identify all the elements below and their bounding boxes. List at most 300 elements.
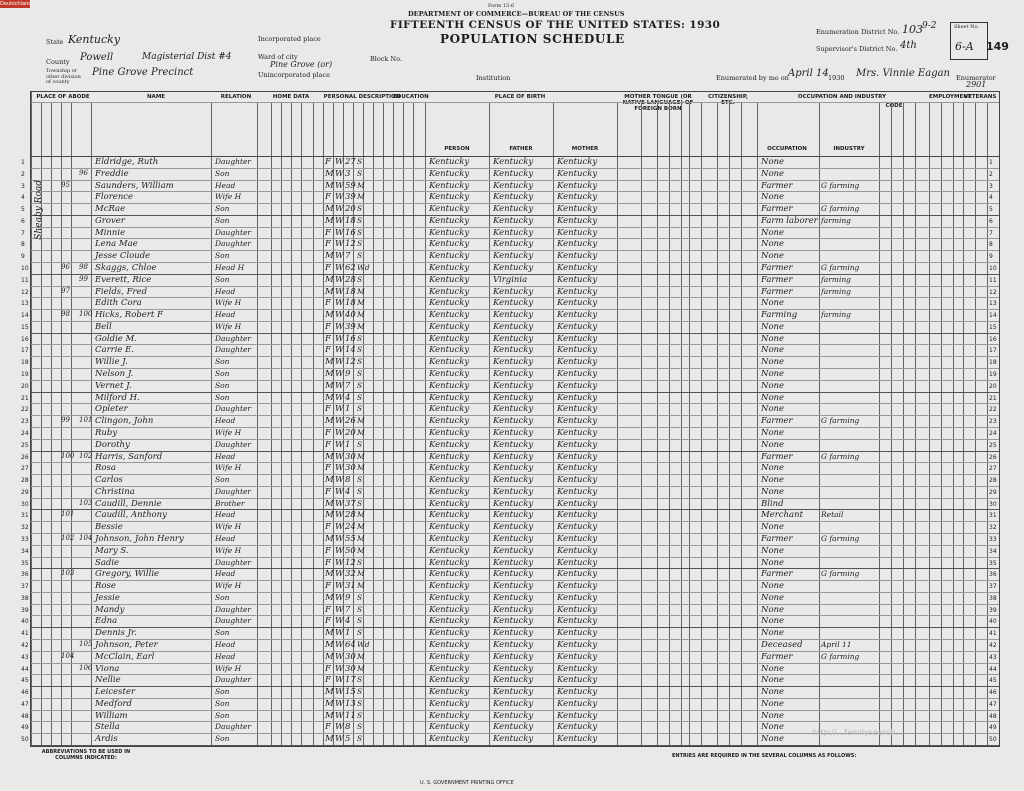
ward-label: Ward of city	[258, 53, 298, 61]
father-birthplace: Kentucky	[493, 251, 534, 262]
sheet-value: 6-A	[955, 40, 974, 53]
relation: Wife H	[215, 522, 242, 532]
marital-status: S	[357, 239, 363, 249]
birthplace: Kentucky	[429, 416, 470, 427]
line-number: 21	[21, 394, 29, 402]
line-number: 40	[21, 618, 29, 626]
grid-vline	[373, 102, 374, 746]
subhead-father: FATHER	[509, 146, 533, 152]
age: 30	[345, 451, 356, 462]
occupation: None	[761, 687, 785, 698]
group-education: EDUCATION	[393, 94, 429, 100]
mother-birthplace: Kentucky	[557, 439, 598, 450]
age: 5	[345, 734, 351, 745]
line-number-right: 6	[989, 217, 993, 225]
relation: Son	[215, 687, 230, 697]
person-name: Dorothy	[95, 439, 130, 450]
occupation: None	[761, 251, 785, 262]
occupation: Farmer	[761, 274, 793, 285]
father-birthplace: Kentucky	[493, 345, 534, 356]
birthplace: Kentucky	[429, 439, 470, 450]
mother-birthplace: Kentucky	[557, 274, 598, 285]
occupation: None	[761, 298, 785, 309]
mother-birthplace: Kentucky	[557, 215, 598, 226]
line-number-right: 35	[989, 559, 997, 567]
mother-birthplace: Kentucky	[557, 380, 598, 391]
line-number: 39	[21, 606, 29, 614]
age: 20	[345, 427, 356, 438]
line-number-right: 2	[989, 170, 993, 178]
race: W	[335, 239, 344, 250]
race: W	[335, 404, 344, 415]
relation: Daughter	[215, 439, 251, 449]
sex: M	[325, 251, 334, 262]
grid-vline	[987, 102, 988, 746]
mother-birthplace: Kentucky	[557, 392, 598, 403]
mother-birthplace: Kentucky	[557, 310, 598, 321]
line-number: 16	[21, 335, 29, 343]
sex: M	[325, 392, 334, 403]
person-name: McRae	[95, 204, 126, 215]
grid-vline	[323, 102, 324, 746]
line-number-right: 44	[989, 665, 997, 673]
occupation: None	[761, 592, 785, 603]
relation: Son	[215, 698, 230, 708]
race: W	[335, 698, 344, 709]
occupation: None	[761, 463, 785, 474]
relation: Son	[215, 734, 230, 744]
mother-birthplace: Kentucky	[557, 333, 598, 344]
sex: M	[325, 310, 334, 321]
group-employment: EMPLOYMENT	[929, 94, 972, 100]
mother-birthplace: Kentucky	[557, 486, 598, 497]
sex: F	[325, 192, 331, 203]
birthplace: Kentucky	[429, 651, 470, 662]
relation: Head	[215, 533, 236, 543]
sex: M	[325, 369, 334, 380]
grid-vline	[891, 102, 892, 746]
relation: Son	[215, 592, 230, 602]
sex: M	[325, 180, 334, 191]
institution-label: Institution	[476, 74, 511, 82]
birthplace: Kentucky	[429, 663, 470, 674]
age: 32	[345, 569, 356, 580]
sex: F	[325, 581, 331, 592]
sex: M	[325, 687, 334, 698]
father-birthplace: Kentucky	[493, 357, 534, 368]
relation: Son	[215, 392, 230, 402]
age: 11	[345, 710, 356, 721]
mother-birthplace: Kentucky	[557, 545, 598, 556]
relation: Head	[215, 569, 236, 579]
marital-status: S	[357, 215, 363, 225]
sex: M	[325, 475, 334, 486]
line-number: 33	[21, 535, 29, 543]
line-number-right: 37	[989, 583, 997, 591]
race: W	[335, 286, 344, 297]
father-birthplace: Kentucky	[493, 215, 534, 226]
birthplace: Kentucky	[429, 427, 470, 438]
age: 9	[345, 369, 351, 380]
marital-status: S	[357, 722, 363, 732]
industry: G farming	[821, 180, 860, 190]
dwelling-number: 95	[61, 180, 70, 189]
sex: F	[325, 675, 331, 686]
line-number: 18	[21, 359, 29, 367]
line-number-right: 14	[989, 312, 997, 320]
birthplace: Kentucky	[429, 215, 470, 226]
father-birthplace: Kentucky	[493, 298, 534, 309]
enumerated-label: Enumerated by me on	[716, 74, 789, 82]
occupation: None	[761, 345, 785, 356]
person-name: Edna	[95, 616, 118, 627]
sex: M	[325, 698, 334, 709]
occupation: Farmer	[761, 180, 793, 191]
grid-vline	[903, 102, 904, 746]
line-number-right: 45	[989, 677, 997, 685]
race: W	[335, 545, 344, 556]
line-number-right: 34	[989, 547, 997, 555]
occupation: Farm laborer	[761, 215, 818, 226]
line-number: 11	[21, 276, 29, 284]
dwelling-number: 99	[61, 416, 70, 425]
mother-birthplace: Kentucky	[557, 651, 598, 662]
father-birthplace: Kentucky	[493, 687, 534, 698]
occupation: None	[761, 475, 785, 486]
incorporated-label: Incorporated place	[258, 35, 321, 43]
line-number-right: 39	[989, 606, 997, 614]
subhead-person: PERSON	[444, 146, 470, 152]
line-number: 15	[21, 323, 29, 331]
person-name: Saunders, William	[95, 180, 174, 191]
mother-birthplace: Kentucky	[557, 628, 598, 639]
line-number-right: 12	[989, 288, 997, 296]
line-number: 22	[21, 406, 29, 414]
mother-birthplace: Kentucky	[557, 192, 598, 203]
father-birthplace: Kentucky	[493, 486, 534, 497]
mother-birthplace: Kentucky	[557, 734, 598, 745]
line-number: 8	[21, 241, 25, 249]
person-name: Stella	[95, 722, 120, 733]
race: W	[335, 498, 344, 509]
mother-birthplace: Kentucky	[557, 168, 598, 179]
line-number: 3	[21, 182, 25, 190]
line-number: 1	[21, 159, 25, 166]
line-number-right: 8	[989, 241, 993, 249]
race: W	[335, 639, 344, 650]
person-name: Rosa	[95, 463, 116, 474]
relation: Son	[215, 274, 230, 284]
person-name: Johnson, John Henry	[95, 533, 184, 544]
person-name: Grover	[95, 215, 125, 226]
race: W	[335, 592, 344, 603]
line-number: 42	[21, 641, 29, 649]
line-number-right: 40	[989, 618, 997, 626]
person-name: Ardis	[95, 734, 118, 745]
industry: G farming	[821, 651, 860, 661]
line-number: 10	[21, 265, 29, 273]
marital-status: M	[357, 651, 365, 661]
occupation: None	[761, 380, 785, 391]
person-name: Dennis Jr.	[95, 628, 137, 639]
grid-vline	[281, 102, 282, 746]
occupation: None	[761, 168, 785, 179]
father-birthplace: Kentucky	[493, 380, 534, 391]
subhead-industry: INDUSTRY	[833, 146, 865, 152]
father-birthplace: Kentucky	[493, 263, 534, 274]
subhead-occupation: OCCUPATION	[767, 146, 807, 152]
sex: F	[325, 227, 331, 238]
father-birthplace: Kentucky	[493, 392, 534, 403]
family-number: 104	[79, 533, 93, 542]
marital-status: S	[357, 439, 363, 449]
race: W	[335, 215, 344, 226]
race: W	[335, 581, 344, 592]
mother-birthplace: Kentucky	[557, 369, 598, 380]
father-birthplace: Kentucky	[493, 168, 534, 179]
relation: Son	[215, 251, 230, 261]
marital-status: S	[357, 592, 363, 602]
marital-status: S	[357, 675, 363, 685]
occupation: None	[761, 227, 785, 238]
line-number: 25	[21, 441, 29, 449]
birthplace: Kentucky	[429, 404, 470, 415]
enum-district-alt: 9-2	[922, 21, 937, 31]
age: 13	[345, 698, 356, 709]
birthplace: Kentucky	[429, 486, 470, 497]
line-number: 28	[21, 477, 29, 485]
sex: M	[325, 286, 334, 297]
race: W	[335, 380, 344, 391]
sex: F	[325, 663, 331, 674]
father-birthplace: Kentucky	[493, 592, 534, 603]
sex: M	[325, 274, 334, 285]
birthplace: Kentucky	[429, 227, 470, 238]
line-number: 19	[21, 371, 29, 379]
birthplace: Kentucky	[429, 274, 470, 285]
corner-tag: Deutschland	[0, 1, 32, 7]
group-personal-description: PERSONAL DESCRIPTION	[323, 94, 401, 100]
occupation: None	[761, 321, 785, 332]
line-number-right: 20	[989, 382, 997, 390]
person-name: Christina	[95, 486, 135, 497]
line-number-right: 13	[989, 300, 997, 308]
person-name: McClain, Earl	[95, 651, 155, 662]
age: 12	[345, 557, 356, 568]
grid-vline	[879, 102, 880, 746]
line-number-right: 47	[989, 700, 997, 708]
occupation: Merchant	[761, 510, 803, 521]
birthplace: Kentucky	[429, 251, 470, 262]
relation: Wife H	[215, 321, 242, 331]
industry: G farming	[821, 533, 860, 543]
person-name: Jesse Cloude	[95, 251, 151, 262]
marital-status: Wd	[357, 639, 370, 649]
mother-birthplace: Kentucky	[557, 298, 598, 309]
mother-birthplace: Kentucky	[557, 451, 598, 462]
age: 31	[345, 581, 356, 592]
dwelling-number: 104	[61, 651, 75, 660]
marital-status: S	[357, 698, 363, 708]
marital-status: Wd	[357, 263, 370, 273]
group-relation: RELATION	[220, 94, 252, 100]
race: W	[335, 463, 344, 474]
line-number-right: 43	[989, 653, 997, 661]
mother-birthplace: Kentucky	[557, 227, 598, 238]
dwelling-number: 102	[61, 533, 75, 542]
occupation: None	[761, 192, 785, 203]
person-name: Bell	[95, 321, 112, 332]
line-number-right: 33	[989, 535, 997, 543]
father-birthplace: Kentucky	[493, 557, 534, 568]
marital-status: M	[357, 310, 365, 320]
abbrev-title: ABBREVIATIONS TO BE USED IN COLUMNS INDICATED:	[41, 749, 131, 761]
birthplace: Kentucky	[429, 604, 470, 615]
father-birthplace: Virginia	[493, 274, 528, 285]
age: 4	[345, 486, 351, 497]
sex: M	[325, 168, 334, 179]
marital-status: S	[357, 227, 363, 237]
enumerated-date: April 14	[788, 68, 829, 79]
line-number-right: 19	[989, 371, 997, 379]
race: W	[335, 345, 344, 356]
grid-vline	[553, 102, 554, 746]
relation: Daughter	[215, 675, 251, 685]
mother-birthplace: Kentucky	[557, 180, 598, 191]
line-number: 31	[21, 512, 29, 520]
birthplace: Kentucky	[429, 380, 470, 391]
line-number: 7	[21, 229, 25, 237]
birthplace: Kentucky	[429, 616, 470, 627]
grid-vline	[729, 102, 730, 746]
relation: Son	[215, 369, 230, 379]
dwelling-number: 103	[61, 569, 75, 578]
department-line: DEPARTMENT OF COMMERCE—BUREAU OF THE CENSUS	[408, 10, 625, 18]
marital-status: M	[357, 192, 365, 202]
occupation: None	[761, 392, 785, 403]
family-number: 103	[79, 498, 93, 507]
mother-birthplace: Kentucky	[557, 581, 598, 592]
age: 4	[345, 392, 351, 403]
birthplace: Kentucky	[429, 204, 470, 215]
race: W	[335, 486, 344, 497]
marital-status: M	[357, 545, 365, 555]
father-birthplace: Kentucky	[493, 369, 534, 380]
race: W	[335, 651, 344, 662]
grid-vline	[819, 102, 820, 746]
relation: Daughter	[215, 227, 251, 237]
race: W	[335, 451, 344, 462]
line-number-right: 23	[989, 418, 997, 426]
sex: F	[325, 545, 331, 556]
person-name: Everett, Rice	[95, 274, 152, 285]
marital-status: S	[357, 251, 363, 261]
grid-vline	[51, 102, 52, 746]
grid-vline	[657, 102, 658, 746]
grid-vline	[489, 102, 490, 746]
line-number-right: 22	[989, 406, 997, 414]
supervisor-value: 4th	[900, 40, 917, 51]
relation: Head	[215, 451, 236, 461]
family-number: 98	[79, 263, 88, 272]
birthplace: Kentucky	[429, 687, 470, 698]
mother-birthplace: Kentucky	[557, 592, 598, 603]
line-number-right: 30	[989, 500, 997, 508]
age: 62	[345, 263, 356, 274]
grid-vline	[291, 102, 292, 746]
line-number: 44	[21, 665, 29, 673]
industry: Retail	[821, 510, 844, 520]
race: W	[335, 522, 344, 533]
line-number: 34	[21, 547, 29, 555]
person-name: Carlos	[95, 475, 123, 486]
occupation: None	[761, 734, 785, 745]
age: 39	[345, 192, 356, 203]
family-number: 105	[79, 639, 93, 648]
birthplace: Kentucky	[429, 628, 470, 639]
line-number: 6	[21, 217, 25, 225]
relation: Daughter	[215, 486, 251, 496]
mother-birthplace: Kentucky	[557, 251, 598, 262]
father-birthplace: Kentucky	[493, 522, 534, 533]
birthplace: Kentucky	[429, 592, 470, 603]
race: W	[335, 157, 344, 167]
grid-vline	[413, 102, 414, 746]
birthplace: Kentucky	[429, 734, 470, 745]
occupation: None	[761, 522, 785, 533]
occupation: Farmer	[761, 451, 793, 462]
age: 16	[345, 227, 356, 238]
grid-vline	[393, 102, 394, 746]
group-citizenship: CITIZENSHIP, ETC.	[708, 94, 748, 106]
person-name: Milford H.	[95, 392, 140, 403]
father-birthplace: Kentucky	[493, 157, 534, 167]
race: W	[335, 192, 344, 203]
birthplace: Kentucky	[429, 722, 470, 733]
father-birthplace: Kentucky	[493, 475, 534, 486]
race: W	[335, 321, 344, 332]
line-number: 48	[21, 712, 29, 720]
person-name: Mary S.	[95, 545, 129, 556]
marital-status: S	[357, 357, 363, 367]
grid-vline	[963, 102, 964, 746]
race: W	[335, 569, 344, 580]
printer-line: U. S. GOVERNMENT PRINTING OFFICE	[420, 780, 514, 786]
relation: Wife H	[215, 463, 242, 473]
occupation: None	[761, 333, 785, 344]
mother-birthplace: Kentucky	[557, 463, 598, 474]
grid-vline	[403, 102, 404, 746]
birthplace: Kentucky	[429, 263, 470, 274]
mother-birthplace: Kentucky	[557, 639, 598, 650]
stamp-number: 149	[986, 40, 1009, 53]
relation: Head	[215, 639, 236, 649]
sex: M	[325, 357, 334, 368]
race: W	[335, 427, 344, 438]
sex: M	[325, 215, 334, 226]
marital-status: S	[357, 369, 363, 379]
industry: G farming	[821, 416, 860, 426]
marital-status: M	[357, 286, 365, 296]
birthplace: Kentucky	[429, 180, 470, 191]
person-name: Leicester	[95, 687, 136, 698]
grid-vline	[301, 102, 302, 746]
line-number: 50	[21, 736, 29, 744]
father-birthplace: Kentucky	[493, 663, 534, 674]
person-name: Medford	[95, 698, 132, 709]
enum-district-label: Enumeration District No.	[816, 28, 900, 36]
race: W	[335, 263, 344, 274]
